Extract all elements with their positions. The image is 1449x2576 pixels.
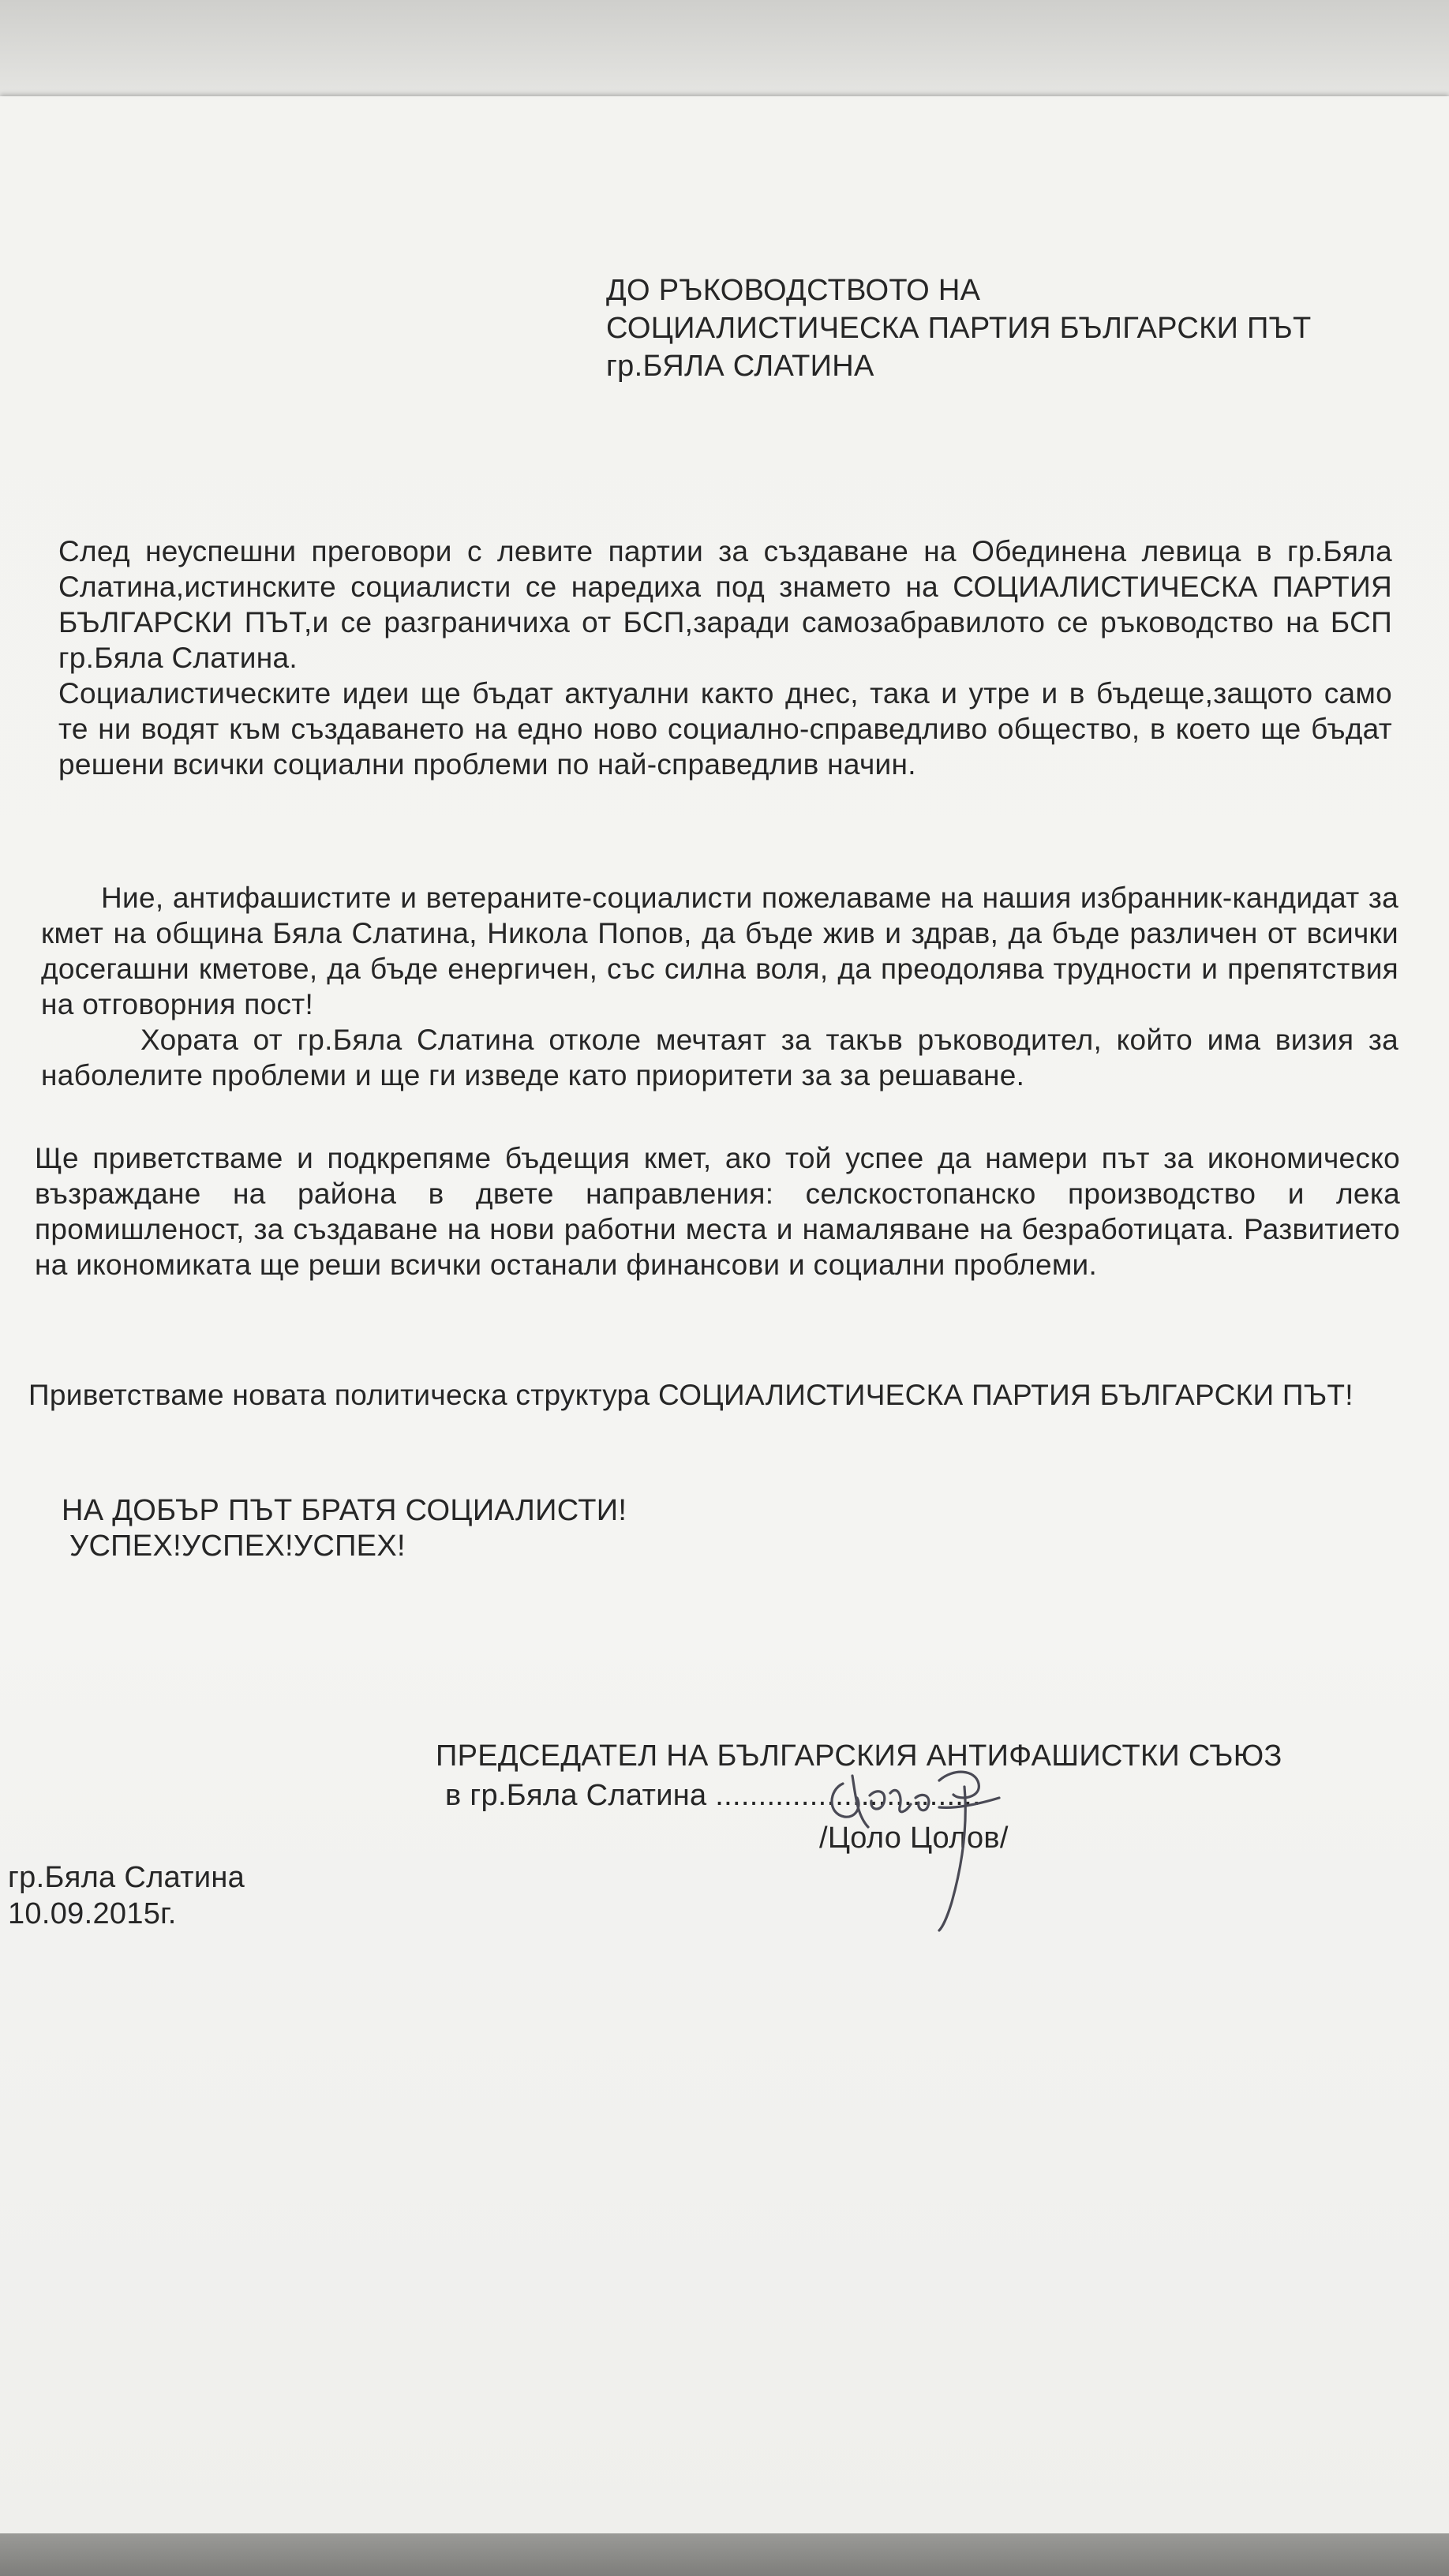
addressee-line-3: гр.БЯЛА СЛАТИНА <box>606 350 874 383</box>
paragraph-6: Приветстваме новата политическа структура СОЦИАЛИСТИЧЕСКА ПАРТИЯ БЪЛГАРСКИ ПЪТ! <box>28 1379 1354 1411</box>
date: 10.09.2015г. <box>8 1897 177 1930</box>
paragraph-group-3 <box>35 1140 1400 1282</box>
place-date-block <box>8 1859 245 1932</box>
paragraph-4: Хората от гр.Бяла Слатина отколе мечтаят за такъв ръководител, който има визия за наболелите проблеми и ще ги изведе като приоритети за за решаване. <box>41 1024 1398 1091</box>
paragraph-group-2 <box>41 880 1398 1093</box>
paragraph-5: Ще приветстваме и подкрепяме бъдещия кмет, ако той успее да намери път за икономическо възраждане на района в двете направления: селскостопанско производство и лека промишленост, за създаване на нови работни места и намаляване на безработицата. Развитието на икономиката ще реши всички останали финансови и социални проблеми. <box>35 1142 1400 1281</box>
paragraph-1: След неуспешни преговори с левите партии за създаване на Обединена левица в гр.Бяла Слатина,истинските социалисти се наредиха под знамето на СОЦИАЛИСТИЧЕСКА ПАРТИЯ БЪЛГАРСКИ ПЪТ,и се разграничиха от БСП,заради самозабравилото се ръководство на БСП гр.Бяла Слатина. <box>58 535 1392 674</box>
place: гр.Бяла Слатина <box>8 1861 245 1894</box>
background-bottom <box>0 2533 1449 2576</box>
paragraph-group-1 <box>58 534 1392 782</box>
slogan-line-1: НА ДОБЪР ПЪТ БРАТЯ СОЦИАЛИСТИ! <box>62 1494 627 1527</box>
letter-page <box>0 96 1449 2540</box>
signatory-location: в гр.Бяла Слатина ............................... <box>445 1779 981 1812</box>
slogans-block <box>62 1493 627 1564</box>
signatory-name: /Цоло Цолов/ <box>819 1822 1009 1855</box>
signatory-title: ПРЕДСЕДАТЕЛ НА БЪЛГАРСКИЯ АНТИФАШИСТКИ СЪЮЗ <box>436 1739 1282 1773</box>
slogan-line-2: УСПЕХ!УСПЕХ!УСПЕХ! <box>69 1530 406 1563</box>
addressee-block <box>606 271 1312 385</box>
background-top <box>0 0 1449 101</box>
addressee-line-2: СОЦИАЛИСТИЧЕСКА ПАРТИЯ БЪЛГАРСКИ ПЪТ <box>606 312 1312 345</box>
paragraph-3: Ние, антифашистите и ветераните-социалисти пожелаваме на нашия избранник-кандидат за кмет на община Бяла Слатина, Никола Попов, да бъде жив и здрав, да бъде различен от всички досегашни кметове, да бъде енергичен, със силна воля, да преодолява трудности и препятствия на отговорния пост! <box>41 882 1398 1020</box>
addressee-line-1: ДО РЪКОВОДСТВОТО НА <box>606 274 981 307</box>
paragraph-2: Социалистическите идеи ще бъдат актуални както днес, така и утре и в бъдеще,защото само те ни водят към създаването на едно ново социално-справедливо общество, в което ще бъдат решени всички социални проблеми по най-справедлив начин. <box>58 677 1392 781</box>
paragraph-group-4 <box>28 1377 1402 1413</box>
